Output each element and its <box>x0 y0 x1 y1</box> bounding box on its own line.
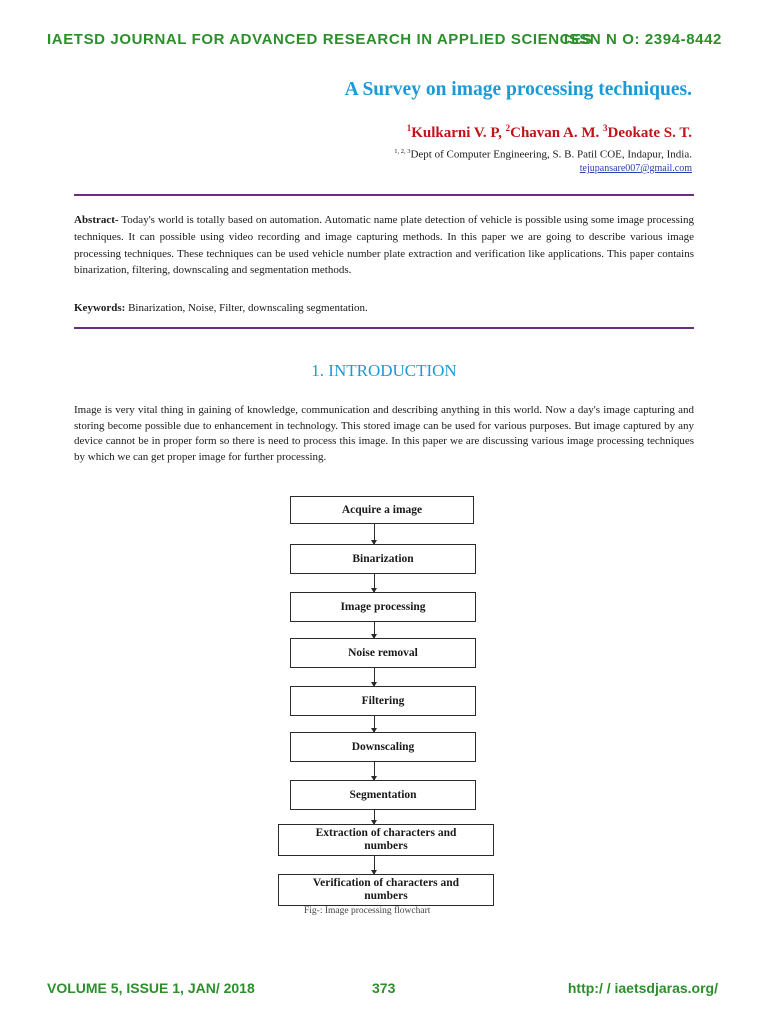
author-3: Deokate S. T. <box>607 125 692 141</box>
flowchart-arrow <box>374 856 375 874</box>
introduction-paragraph: Image is very vital thing in gaining of knowledge, communication and describing anything in this world. Now a day's image capturing and storing become possible due to enhancement in technology. This stored image can be used for various purposes. But image captured by any device cannot be in proper form so there is need to process this image. In this paper we are discussing various image processing techniques by which we can get proper image for further processing. <box>74 404 694 463</box>
keywords-label: Keywords: <box>74 302 126 314</box>
keywords-text: Binarization, Noise, Filter, downscaling segmentation. <box>125 302 368 314</box>
affiliation <box>0 148 692 161</box>
flowchart-caption: Fig-: Image processing flowchart <box>304 906 431 916</box>
flowchart-step-binarization: Binarization <box>290 544 476 574</box>
flowchart-arrow <box>374 622 375 638</box>
issn-number: ISSN N O: 2394-8442 <box>563 31 722 48</box>
flowchart-step-segmentation: Segmentation <box>290 780 476 810</box>
image-processing-flowchart <box>268 488 508 924</box>
abstract-text: Today's world is totally based on automation. Automatic name plate detection of vehicle is possible using some image processing techniques. It can possible using video recording and image capturing methods. In this paper we are going to describe various image processing techniques. These techniques can be used vehicle number plate extraction and verification like applications. This paper contains binarization, filtering, downscaling and segmentation methods. <box>74 214 694 277</box>
affiliation-sup: 1, 2, 3 <box>394 148 411 155</box>
flowchart-step-extraction: Extraction of characters and numbers <box>278 824 494 856</box>
page-footer <box>0 978 768 998</box>
flowchart-arrow <box>374 574 375 592</box>
author-email-link[interactable]: tejupansare007@gmail.com <box>579 163 692 174</box>
volume-info: VOLUME 5, ISSUE 1, JAN/ 2018 <box>47 980 255 996</box>
flowchart-step-image-processing: Image processing <box>290 592 476 622</box>
flowchart-step-noise-removal: Noise removal <box>290 638 476 668</box>
page-number: 373 <box>372 980 396 996</box>
flowchart-step-downscaling: Downscaling <box>290 732 476 762</box>
author-list <box>0 123 692 142</box>
abstract-label: Abstract- <box>74 214 119 226</box>
flowchart-arrow <box>374 524 375 544</box>
journal-url-link[interactable]: http:/ / iaetsdjaras.org/ <box>567 980 718 996</box>
bottom-divider <box>74 327 694 329</box>
flowchart-step-acquire: Acquire a image <box>290 496 474 524</box>
author-3-sup: 3 <box>603 123 608 133</box>
author-2-sup: 2 <box>505 123 511 133</box>
flowchart-arrow <box>374 716 375 732</box>
keywords <box>74 300 694 316</box>
journal-header <box>0 28 768 52</box>
flowchart-arrow <box>374 762 375 780</box>
affiliation-text: Dept of Computer Engineering, S. B. Patil COE, Indapur, India. <box>410 148 692 161</box>
author-2: Chavan A. M. <box>510 125 604 141</box>
paper-title: A Survey on image processing techniques. <box>344 79 692 100</box>
flowchart-step-verification: Verification of characters and numbers <box>278 874 494 906</box>
author-1-sup: 1 <box>406 123 412 133</box>
abstract <box>74 212 694 279</box>
section-heading-introduction: 1. INTRODUCTION <box>311 361 457 380</box>
flowchart-arrow <box>374 668 375 686</box>
author-1: Kulkarni V. P, <box>411 125 506 141</box>
flowchart-step-filtering: Filtering <box>290 686 476 716</box>
flowchart-arrow <box>374 810 375 824</box>
top-divider <box>74 194 694 196</box>
journal-name: IAETSD JOURNAL FOR ADVANCED RESEARCH IN APPLIED SCIENCES <box>47 31 593 48</box>
